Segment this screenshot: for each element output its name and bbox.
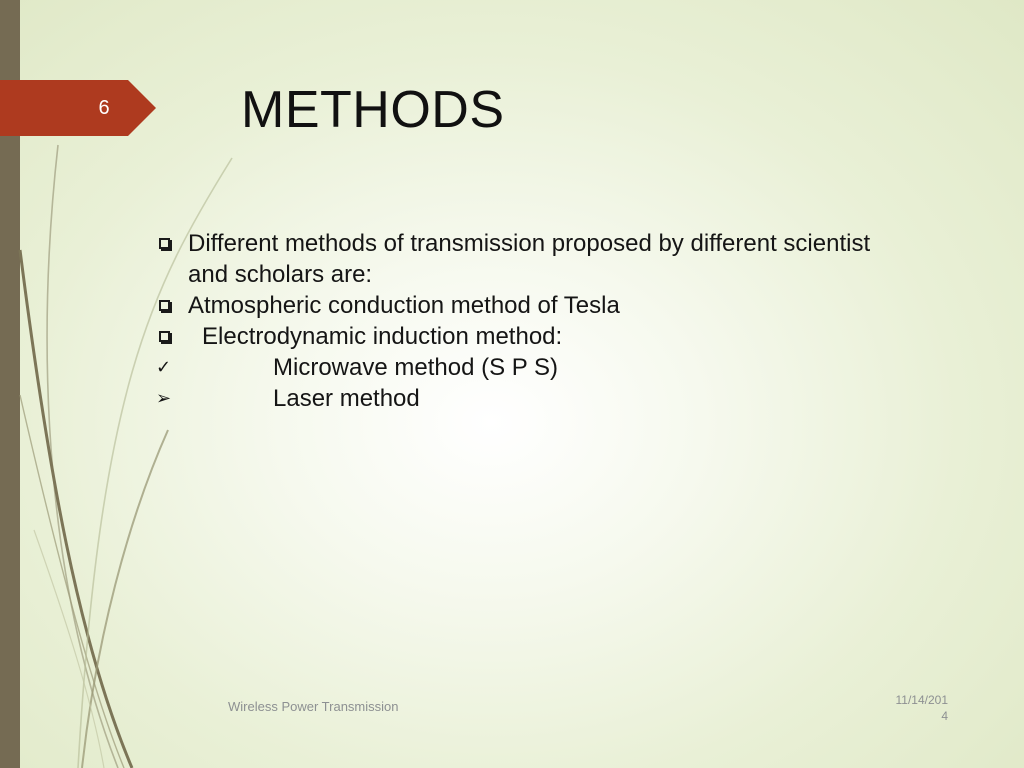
- footer-date: [880, 692, 948, 724]
- slide-number: 6: [98, 97, 110, 119]
- list-item: [156, 228, 896, 290]
- bullet-text: Laser method: [273, 385, 420, 412]
- bullet-text: Different methods of transmission proposed by different scientist and scholars are:: [188, 230, 871, 288]
- bullet-text: Microwave method (S P S): [273, 354, 558, 381]
- bullet-list: [156, 228, 896, 414]
- arrow-icon: ➢: [156, 388, 172, 409]
- footer-date-line: 11/14/201: [895, 693, 948, 707]
- slide-number-tab: [0, 80, 156, 136]
- bullet-text: Atmospheric conduction method of Tesla: [188, 292, 620, 319]
- slide-title: METHODS: [241, 81, 505, 139]
- list-item: [156, 321, 896, 352]
- list-item: [156, 383, 896, 414]
- bullet-text: Electrodynamic induction method:: [202, 323, 563, 350]
- list-item: [156, 290, 896, 321]
- checkbox-icon: [156, 228, 176, 259]
- footer-text: Wireless Power Transmission: [228, 699, 399, 714]
- footer-date-line: 4: [941, 709, 948, 723]
- list-item: [156, 352, 896, 383]
- checkbox-icon: [156, 321, 176, 352]
- checkbox-icon: [156, 290, 176, 321]
- checkmark-icon: ✓: [156, 357, 172, 378]
